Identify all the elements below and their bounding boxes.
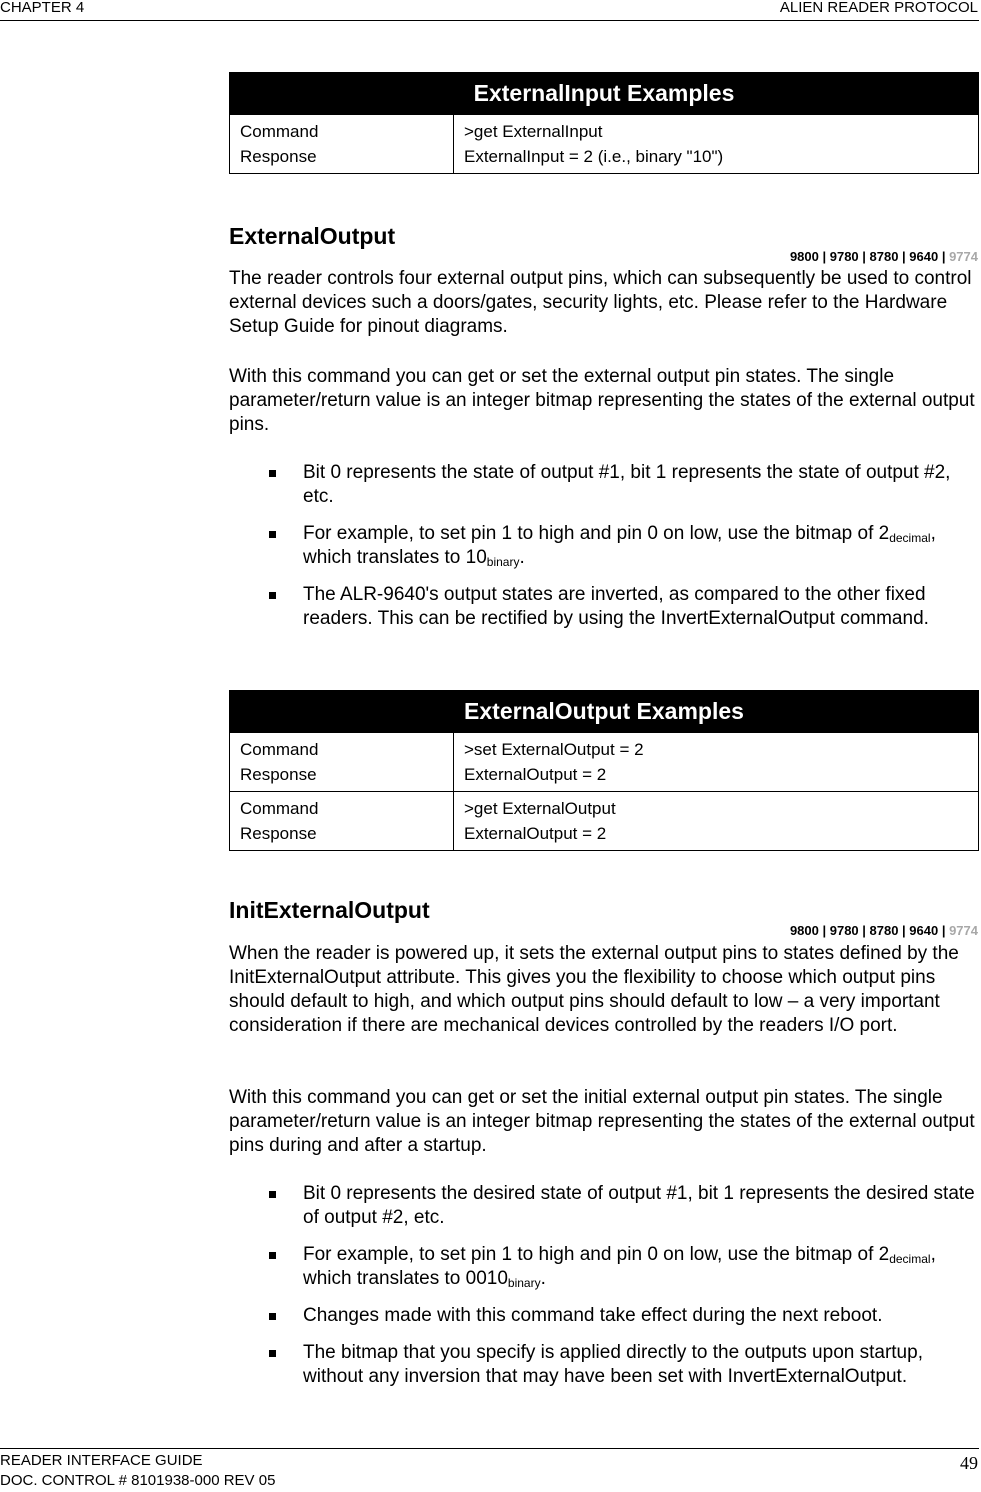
table-cell-values xyxy=(454,733,979,792)
init-external-output-paragraph-1: When the reader is powered up, it sets the external output pins to states defined by the InitExternalOutput attribute. This gives you the flexibility to choose which output pins should default to high, and which output pins should default to low – a very important consideration if there are mechanical devices controlled by the readers I/O port. xyxy=(229,943,959,1036)
external-output-bullet-list xyxy=(229,461,979,631)
external-output-paragraph-2: With this command you can get or set the external output pin states. The single parameter/return value is an integer bitmap representing the states of the external output pins. xyxy=(229,366,975,435)
square-bullet-icon xyxy=(269,470,276,477)
document-title-header: ALIEN READER PROTOCOL xyxy=(779,0,978,16)
external-output-table-title: ExternalOutput Examples xyxy=(230,691,979,733)
response-label: Response xyxy=(240,765,317,784)
supported-models: 9800 | 9780 | 8780 | 9640 | 9774 xyxy=(789,249,978,264)
square-bullet-icon xyxy=(269,1252,276,1259)
table-cell-values xyxy=(454,792,979,851)
list-item: Changes made with this command take effect during the next reboot. xyxy=(229,1304,979,1328)
footer-divider xyxy=(0,1448,979,1449)
square-bullet-icon xyxy=(269,1313,276,1320)
command-label: Command xyxy=(240,122,319,141)
page-number: 49 xyxy=(960,1453,978,1473)
table-row xyxy=(230,792,979,851)
supported-models: 9800 | 9780 | 8780 | 9640 | 9774 xyxy=(789,923,978,938)
command-value: >get ExternalOutput xyxy=(464,799,616,818)
response-value: ExternalOutput = 2 xyxy=(464,824,607,843)
command-label: Command xyxy=(240,799,319,818)
response-value: ExternalInput = 2 (i.e., binary "10") xyxy=(464,147,724,166)
external-input-examples-table xyxy=(229,72,979,174)
init-external-output-paragraph-2: With this command you can get or set the initial external output pin states. The single parameter/return value is an integer bitmap representing the states of the external output pins during and after a startup. xyxy=(229,1087,975,1156)
table-cell-labels xyxy=(230,733,454,792)
square-bullet-icon xyxy=(269,531,276,538)
external-output-paragraph-1: The reader controls four external output pins, which can subsequently be used to control external devices such a doors/gates, security lights, etc. Please refer to the Hardware Setup Guide for pinout diagrams. xyxy=(229,268,972,337)
command-value: >get ExternalInput xyxy=(464,122,603,141)
table-cell-values xyxy=(454,115,979,174)
response-label: Response xyxy=(240,824,317,843)
footer-doc-control: DOC. CONTROL # 8101938-000 REV 05 xyxy=(0,1472,276,1489)
response-value: ExternalOutput = 2 xyxy=(464,765,607,784)
square-bullet-icon xyxy=(269,1350,276,1357)
square-bullet-icon xyxy=(269,1191,276,1198)
table-cell-labels xyxy=(230,792,454,851)
init-external-output-heading: InitExternalOutput xyxy=(229,897,430,923)
list-item: Bit 0 represents the state of output #1, bit 1 represents the state of output #2, etc. xyxy=(229,461,979,509)
chapter-header: CHAPTER 4 xyxy=(0,0,85,16)
list-item: For example, to set pin 1 to high and pin 0 on low, use the bitmap of $2_{decimal}$, which translates to $10_{binary}$. xyxy=(229,522,979,570)
response-label: Response xyxy=(240,147,317,166)
table-row xyxy=(230,115,979,174)
list-item: The bitmap that you specify is applied directly to the outputs upon startup, without any inversion that may have been set with InvertExternalOutput. xyxy=(229,1341,979,1389)
external-output-examples-table xyxy=(229,690,979,851)
external-output-heading: ExternalOutput xyxy=(229,223,396,249)
table-cell-labels xyxy=(230,115,454,174)
external-input-table-title: ExternalInput Examples xyxy=(230,73,979,115)
table-row xyxy=(230,733,979,792)
init-external-output-bullet-list xyxy=(229,1182,979,1389)
list-item: The ALR-9640's output states are inverted, as compared to the other fixed readers. This can be rectified by using the InvertExternalOutput command. xyxy=(229,583,979,631)
footer-guide-title: READER INTERFACE GUIDE xyxy=(0,1452,203,1469)
square-bullet-icon xyxy=(269,592,276,599)
list-item: Bit 0 represents the desired state of output #1, bit 1 represents the desired state of output #2, etc. xyxy=(229,1182,979,1230)
header-divider xyxy=(0,20,979,21)
list-item: For example, to set pin 1 to high and pin 0 on low, use the bitmap of $2_{decimal}$, which translates to $0010_{binary}$. xyxy=(229,1243,979,1291)
command-label: Command xyxy=(240,740,319,759)
command-value: >set ExternalOutput = 2 xyxy=(464,740,644,759)
